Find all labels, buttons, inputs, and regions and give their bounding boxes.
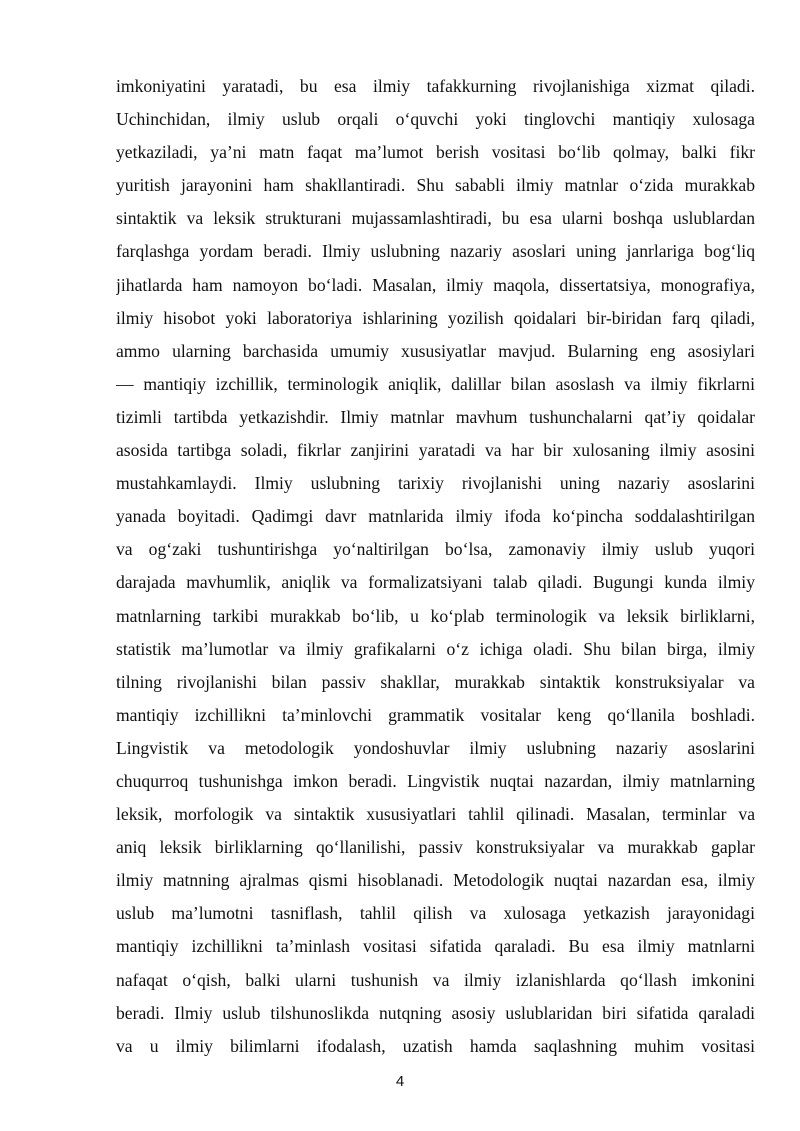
text-line: mustahkamlaydi. Ilmiy uslubning tarixiy rivojlanishi uning nazariy asoslarini	[116, 473, 755, 494]
text-line: asosida tartibga soladi, fikrlar zanjirini yaratadi va har bir xulosaning ilmiy asosini	[116, 440, 755, 461]
text-line: uslub ma’lumotni tasniflash, tahlil qilish va xulosaga yetkazish jarayonidagi	[116, 903, 755, 924]
text-line: darajada mavhumlik, aniqlik va formalizatsiyani talab qiladi. Bugungi kunda ilmiy	[116, 572, 755, 593]
text-line: yanada boyitadi. Qadimgi davr matnlarida ilmiy ifoda ko‘pincha soddalashtirilgan	[116, 506, 755, 527]
text-line: ilmiy hisobot yoki laboratoriya ishlarining yozilish qoidalari bir-biridan farq qiladi,	[116, 307, 755, 328]
text-line: statistik ma’lumotlar va ilmiy grafikalarni o‘z ichiga oladi. Shu bilan birga, ilmiy	[116, 638, 755, 659]
text-line: jihatlarda ham namoyon bo‘ladi. Masalan, ilmiy maqola, dissertatsiya, monografiya,	[116, 274, 755, 295]
text-line: chuqurroq tushunishga imkon beradi. Lingvistik nuqtai nazardan, ilmiy matnlarning	[116, 770, 755, 791]
text-line: Lingvistik va metodologik yondoshuvlar ilmiy uslubning nazariy asoslarini	[116, 737, 755, 758]
text-line: — mantiqiy izchillik, terminologik aniqlik, dalillar bilan asoslash va ilmiy fikrlarni	[116, 373, 755, 394]
text-line: yetkaziladi, ya’ni matn faqat ma’lumot berish vositasi bo‘lib qolmay, balki fikr	[116, 142, 755, 163]
text-line: matnlarning tarkibi murakkab bo‘lib, u ko‘plab terminologik va leksik birliklarni,	[116, 605, 755, 626]
text-line: yuritish jarayonini ham shakllantiradi. Shu sababli ilmiy matnlar o‘zida murakkab	[116, 175, 755, 196]
text-line: aniq leksik birliklarning qo‘llanilishi, passiv konstruksiyalar va murakkab gaplar	[116, 837, 755, 858]
text-line: tizimli tartibda yetkazishdir. Ilmiy matnlar mavhum tushunchalarni qat’iy qoidalar	[116, 406, 755, 427]
text-line: Uchinchidan, ilmiy uslub orqali o‘quvchi yoki tinglovchi mantiqiy xulosaga	[116, 109, 755, 130]
text-line: ilmiy matnning ajralmas qismi hisoblanadi. Metodologik nuqtai nazardan esa, ilmiy	[116, 870, 755, 891]
text-line: mantiqiy izchillikni ta’minlash vositasi sifatida qaraladi. Bu esa ilmiy matnlarni	[116, 936, 755, 957]
text-line: va og‘zaki tushuntirishga yo‘naltirilgan bo‘lsa, zamonaviy ilmiy uslub yuqori	[116, 539, 755, 560]
text-line: ammo ularning barchasida umumiy xususiyatlar mavjud. Bularning eng asosiylari	[116, 340, 755, 361]
text-line: va u ilmiy bilimlarni ifodalash, uzatish hamda saqlashning muhim vositasi	[116, 1035, 755, 1056]
body-paragraph	[116, 70, 755, 1063]
page-number: 4	[395, 1073, 405, 1090]
text-line: tilning rivojlanishi bilan passiv shakllar, murakkab sintaktik konstruksiyalar va	[116, 671, 755, 692]
text-line: imkoniyatini yaratadi, bu esa ilmiy tafakkurning rivojlanishiga xizmat qiladi.	[116, 76, 755, 96]
text-line: mantiqiy izchillikni ta’minlovchi grammatik vositalar keng qo‘llanila boshladi.	[116, 704, 755, 725]
text-line: leksik, morfologik va sintaktik xususiyatlari tahlil qilinadi. Masalan, terminlar va	[116, 804, 755, 825]
text-line: farqlashga yordam beradi. Ilmiy uslubning nazariy asoslari uning janrlariga bog‘liq	[116, 241, 755, 262]
text-line: beradi. Ilmiy uslub tilshunoslikda nutqning asosiy uslublaridan biri sifatida qaraladi	[116, 1002, 755, 1023]
text-line: nafaqat o‘qish, balki ularni tushunish va ilmiy izlanishlarda qo‘llash imkonini	[116, 969, 755, 990]
text-line: sintaktik va leksik strukturani mujassamlashtiradi, bu esa ularni boshqa uslublardan	[116, 208, 755, 229]
